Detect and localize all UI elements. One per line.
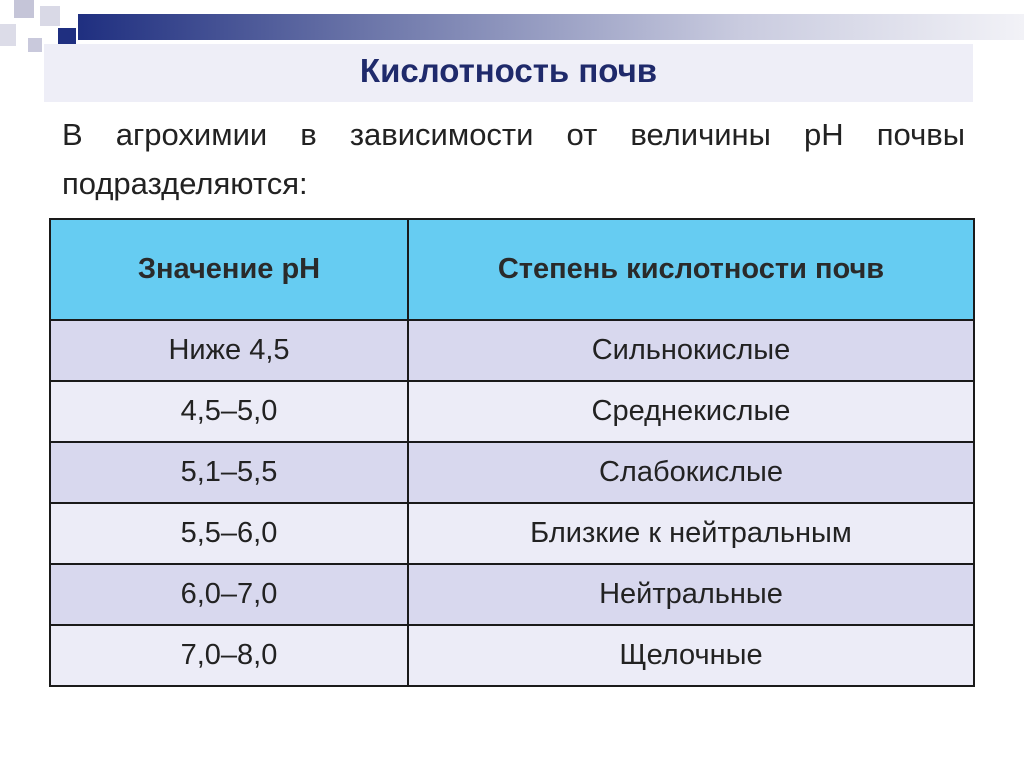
ph-value-cell: 6,0–7,0 [50,564,408,625]
decorative-square [14,0,34,18]
decorative-square [28,38,42,52]
ph-value-cell: 7,0–8,0 [50,625,408,686]
table-row [50,381,974,442]
header-ph-value: Значение pH [50,219,408,320]
acidity-cell: Сильнокислые [408,320,974,381]
ph-value-cell: Ниже 4,5 [50,320,408,381]
decorative-square [40,6,60,26]
table-row [50,503,974,564]
acidity-cell: Нейтральные [408,564,974,625]
table-row [50,442,974,503]
header-gradient-bar [78,14,1024,40]
ph-value-cell: 5,1–5,5 [50,442,408,503]
acidity-cell: Слабокислые [408,442,974,503]
acidity-cell: Среднекислые [408,381,974,442]
slide-title: Кислотность почв [359,52,658,89]
table-row [50,625,974,686]
table-row [50,564,974,625]
header-acidity-degree: Степень кислотности почв [408,219,974,320]
acidity-cell: Щелочные [408,625,974,686]
ph-table [49,218,975,687]
intro-text: В агрохимии в зависимости от величины pH почвы подразделяются: [62,117,965,201]
decorative-square [0,24,16,46]
acidity-cell: Близкие к нейтральным [408,503,974,564]
table-header-row [50,219,974,320]
table-row [50,320,974,381]
ph-value-cell: 4,5–5,0 [50,381,408,442]
ph-value-cell: 5,5–6,0 [50,503,408,564]
